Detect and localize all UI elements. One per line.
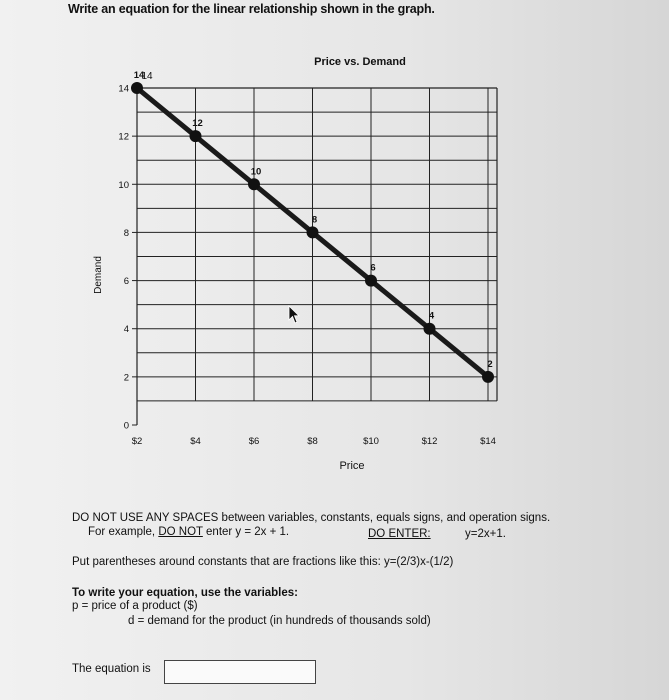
data-point bbox=[307, 226, 319, 238]
question-prompt: Write an equation for the linear relationship shown in the graph. bbox=[68, 2, 435, 16]
instruction-variables-heading: To write your equation, use the variables: bbox=[72, 587, 299, 599]
equation-input[interactable] bbox=[164, 660, 316, 684]
instruction-fractions: Put parentheses around constants that are fractions like this: y=(2/3)x-(1/2) bbox=[72, 556, 454, 568]
chart-title: Price vs. Demand bbox=[314, 56, 406, 68]
data-point-label: 10 bbox=[250, 166, 262, 178]
y-tick-label: 4 bbox=[123, 324, 129, 336]
example-text-a: For example, bbox=[88, 526, 159, 538]
chart-axes bbox=[118, 84, 496, 448]
data-point bbox=[365, 275, 377, 287]
chart-y-axis-label: Demand bbox=[93, 256, 104, 294]
y-tick-label: 8 bbox=[123, 227, 129, 239]
y-tick-label: 12 bbox=[118, 131, 129, 143]
data-point bbox=[424, 323, 436, 335]
x-tick-label: $6 bbox=[248, 436, 260, 447]
data-point bbox=[482, 371, 494, 383]
x-tick-label: $14 bbox=[480, 436, 496, 447]
data-point-label: 6 bbox=[370, 262, 376, 274]
do-enter-text: DO ENTER: bbox=[368, 528, 431, 540]
do-enter-example: y=2x+1. bbox=[465, 528, 506, 540]
variable-d-definition: d = demand for the product (in hundreds of thousands sold) bbox=[128, 615, 431, 627]
answer-label: The equation is bbox=[72, 663, 151, 675]
chart-top-label: 14 bbox=[141, 71, 153, 82]
y-tick-label: 6 bbox=[123, 276, 129, 288]
data-point bbox=[190, 130, 202, 142]
example-text-b: enter y = 2x + 1. bbox=[202, 526, 290, 538]
data-point-label: 2 bbox=[487, 358, 493, 370]
data-point-label: 4 bbox=[428, 310, 435, 322]
x-tick-label: $10 bbox=[363, 436, 379, 447]
do-not-text: DO NOT bbox=[158, 526, 203, 538]
variable-p-definition: p = price of a product ($) bbox=[72, 600, 198, 612]
data-point bbox=[248, 178, 260, 190]
instruction-no-spaces: DO NOT USE ANY SPACES between variables, constants, equals signs, and operation signs. bbox=[72, 512, 551, 524]
x-tick-label: $8 bbox=[307, 436, 318, 447]
x-tick-label: $2 bbox=[131, 436, 143, 447]
y-tick-label: 14 bbox=[118, 83, 129, 95]
y-tick-label: 0 bbox=[123, 420, 129, 432]
data-point bbox=[131, 82, 143, 94]
data-point-label: 14 bbox=[133, 70, 145, 81]
x-tick-label: $4 bbox=[190, 436, 201, 447]
data-point-label: 8 bbox=[311, 214, 318, 226]
data-point-label: 12 bbox=[192, 118, 203, 130]
y-tick-label: 2 bbox=[123, 372, 129, 384]
chart-x-axis-label: Price bbox=[339, 460, 365, 472]
x-tick-label: $12 bbox=[421, 436, 438, 447]
y-tick-label: 10 bbox=[118, 179, 129, 191]
instruction-example bbox=[88, 525, 289, 539]
